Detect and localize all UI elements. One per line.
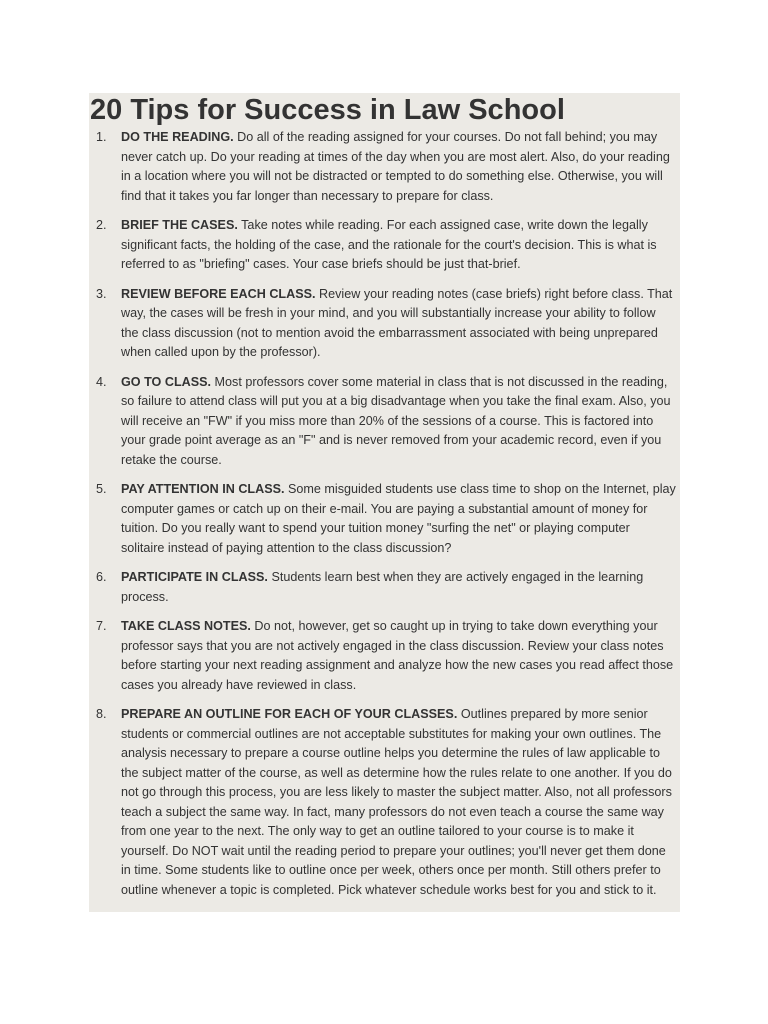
tip-text: Review your reading notes (case briefs) right before class. That way, the cases will be fresh in your mind, and you will substantially increase your ability to follow the class discussion (not to mention avoid the embarrassment associated with being unprepared when called upon by the professor). — [121, 286, 673, 359]
tip-body — [121, 568, 676, 607]
tip-item — [96, 617, 676, 695]
tip-number: 8. — [96, 707, 107, 721]
tip-item — [96, 568, 676, 607]
tips-list — [96, 128, 676, 910]
tip-heading: TAKE CLASS NOTES. — [121, 619, 251, 633]
tip-heading: REVIEW BEFORE EACH CLASS. — [121, 286, 316, 301]
tip-body — [121, 128, 676, 206]
tip-body — [121, 216, 676, 275]
tip-heading: PAY ATTENTION IN CLASS. — [121, 482, 285, 496]
tip-item — [96, 128, 676, 206]
tip-number: 7. — [96, 619, 107, 633]
tip-body — [121, 480, 676, 558]
tip-number: 6. — [96, 570, 107, 584]
tip-body — [121, 617, 676, 695]
tip-heading: GO TO CLASS. — [121, 374, 212, 389]
tip-item — [96, 373, 676, 471]
tip-text: Do all of the reading assigned for your courses. Do not fall behind; you may never catch up. Do your reading at times of the day when you are most alert. Also, do your reading in a location where you will not be distracted or tempted to do something else. Otherwise, you will find that it takes you far longer than necessary to prepare for class. — [121, 130, 670, 203]
tip-item — [96, 480, 676, 558]
page-title: 20 Tips for Success in Law School — [90, 94, 565, 126]
tip-text: Take notes while reading. For each assigned case, write down the legally significant facts, the holding of the case, and the rationale for the court's decision. This is what is referred to as "briefing" cases. Your case briefs should be just that-brief. — [121, 218, 657, 271]
tip-item — [96, 216, 676, 275]
tip-body — [121, 285, 676, 363]
tip-heading: DO THE READING. — [121, 130, 234, 144]
tip-text: Outlines prepared by more senior students or commercial outlines are not acceptable substitutes for making your own outlines. The analysis necessary to prepare a course outline helps you determine the rules of law applicable to the subject matter of the course, as well as determine how the rules relate to one another. If you do not go through this process, you are less likely to master the subject matter. Also, not all professors teach a subject the same way. In fact, many professors do not even teach a course the same way from one year to the next. The only way to get an outline tailored to your course is to make it yourself. Do NOT wait until the reading period to prepare your outlines; you'll never get them done in time. Some students like to outline once per week, others once per month. Still others prefer to outline whenever a topic is completed. Pick whatever schedule works best for you and stick to it. — [121, 707, 672, 897]
tip-body — [121, 373, 676, 471]
tip-heading: BRIEF THE CASES. — [121, 218, 238, 232]
tip-item — [96, 285, 676, 363]
tip-item — [96, 705, 676, 900]
tip-number: 1. — [96, 130, 107, 144]
tip-body — [121, 705, 676, 900]
tip-text: Students learn best when they are actively engaged in the learning process. — [121, 570, 644, 604]
tip-number: 4. — [96, 374, 107, 389]
tip-number: 5. — [96, 482, 107, 496]
tip-heading: PREPARE AN OUTLINE FOR EACH OF YOUR CLASSES. — [121, 707, 458, 721]
tip-text: Do not, however, get so caught up in trying to take down everything your professor says that you are not actively engaged in the class discussion. Review your class notes before starting your next reading assignment and analyze how the new cases you read affect those cases you already have reviewed in class. — [121, 619, 674, 692]
tip-heading: PARTICIPATE IN CLASS. — [121, 570, 268, 584]
tip-text: Some misguided students use class time to shop on the Internet, play computer games or catch up on their e-mail. You are paying a substantial amount of money for tuition. Do you really want to spend your tuition money "surfing the net" or playing computer solitaire instead of paying attention to the class discussion? — [121, 482, 676, 555]
tip-number: 3. — [96, 286, 107, 301]
tip-text: Most professors cover some material in class that is not discussed in the reading, so failure to attend class will put you at a big disadvantage when you take the final exam. Also, you will receive an "FW" if you miss more than 20% of the sessions of a course. This is factored into your grade point average as an "F" and is never removed from your academic record, even if you retake the course. — [121, 374, 671, 467]
tip-number: 2. — [96, 218, 107, 232]
